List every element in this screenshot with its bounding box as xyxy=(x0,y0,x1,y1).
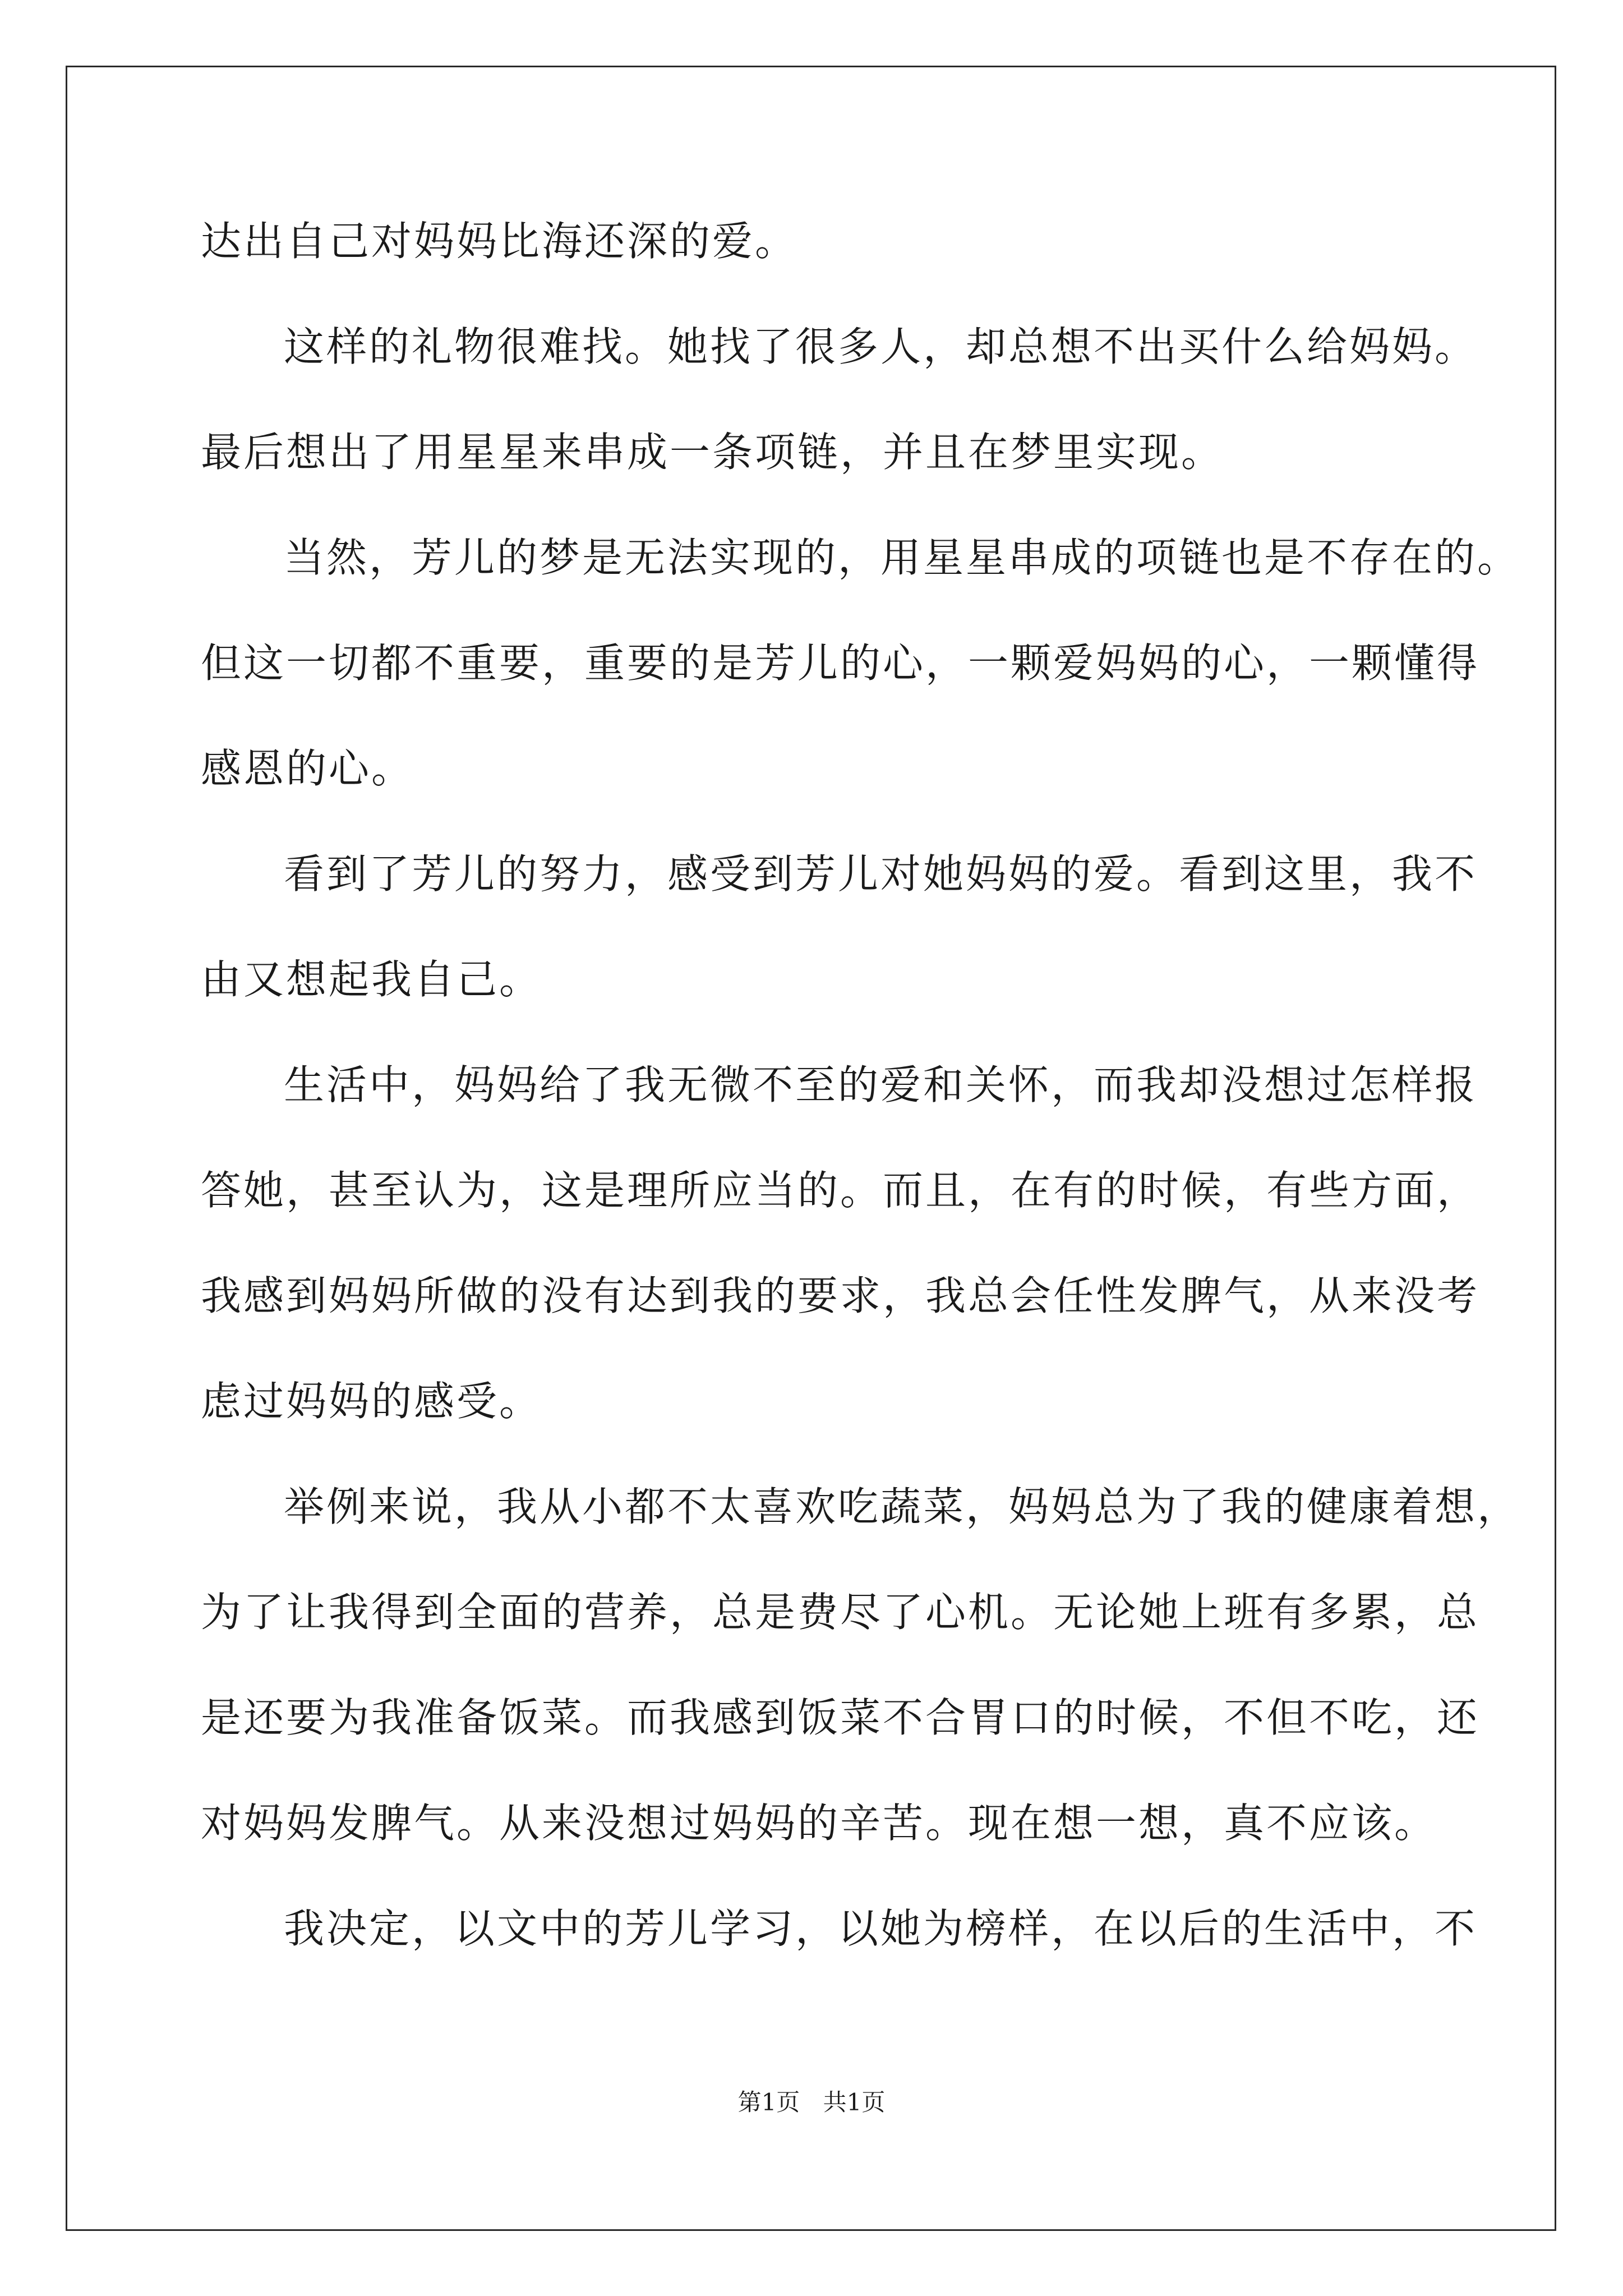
text-line: 最后想出了用星星来串成一条项链，并且在梦里实现。 xyxy=(201,429,1224,476)
page-footer xyxy=(0,2087,1623,2118)
text-line: 感恩的心。 xyxy=(201,745,414,792)
text-line: 我决定，以文中的芳儿学习，以她为榜样，在以后的生活中，不 xyxy=(284,1905,1478,1952)
text-line: 生活中，妈妈给了我无微不至的爱和关怀，而我却没想过怎样报 xyxy=(284,1061,1478,1108)
page-total: 共1页 xyxy=(823,2088,886,2116)
text-line: 答她，甚至认为，这是理所应当的。而且，在有的时候，有些方面， xyxy=(201,1167,1480,1214)
text-line: 对妈妈发脾气。从来没想过妈妈的辛苦。现在想一想，真不应该。 xyxy=(201,1800,1437,1847)
text-line: 当然，芳儿的梦是无法实现的，用星星串成的项链也是不存在的。 xyxy=(284,534,1520,581)
page-number: 第1页 xyxy=(737,2088,800,2116)
text-line: 虑过妈妈的感受。 xyxy=(201,1378,542,1425)
text-line: 这样的礼物很难找。她找了很多人，却总想不出买什么给妈妈。 xyxy=(284,323,1478,370)
text-line: 是还要为我准备饭菜。而我感到饭菜不合胃口的时候，不但不吃，还 xyxy=(201,1694,1480,1741)
text-line: 我感到妈妈所做的没有达到我的要求，我总会任性发脾气，从来没考 xyxy=(201,1272,1480,1319)
text-line: 由又想起我自己。 xyxy=(201,956,542,1003)
text-line: 为了让我得到全面的营养，总是费尽了心机。无论她上班有多累，总 xyxy=(201,1589,1480,1636)
text-line: 达出自己对妈妈比海还深的爱。 xyxy=(201,218,798,265)
text-line: 但这一切都不重要，重要的是芳儿的心，一颗爱妈妈的心，一颗懂得 xyxy=(201,639,1480,687)
text-line: 看到了芳儿的努力，感受到芳儿对她妈妈的爱。看到这里，我不 xyxy=(284,850,1478,898)
text-line: 举例来说，我从小都不太喜欢吃蔬菜，妈妈总为了我的健康着想， xyxy=(284,1483,1520,1530)
